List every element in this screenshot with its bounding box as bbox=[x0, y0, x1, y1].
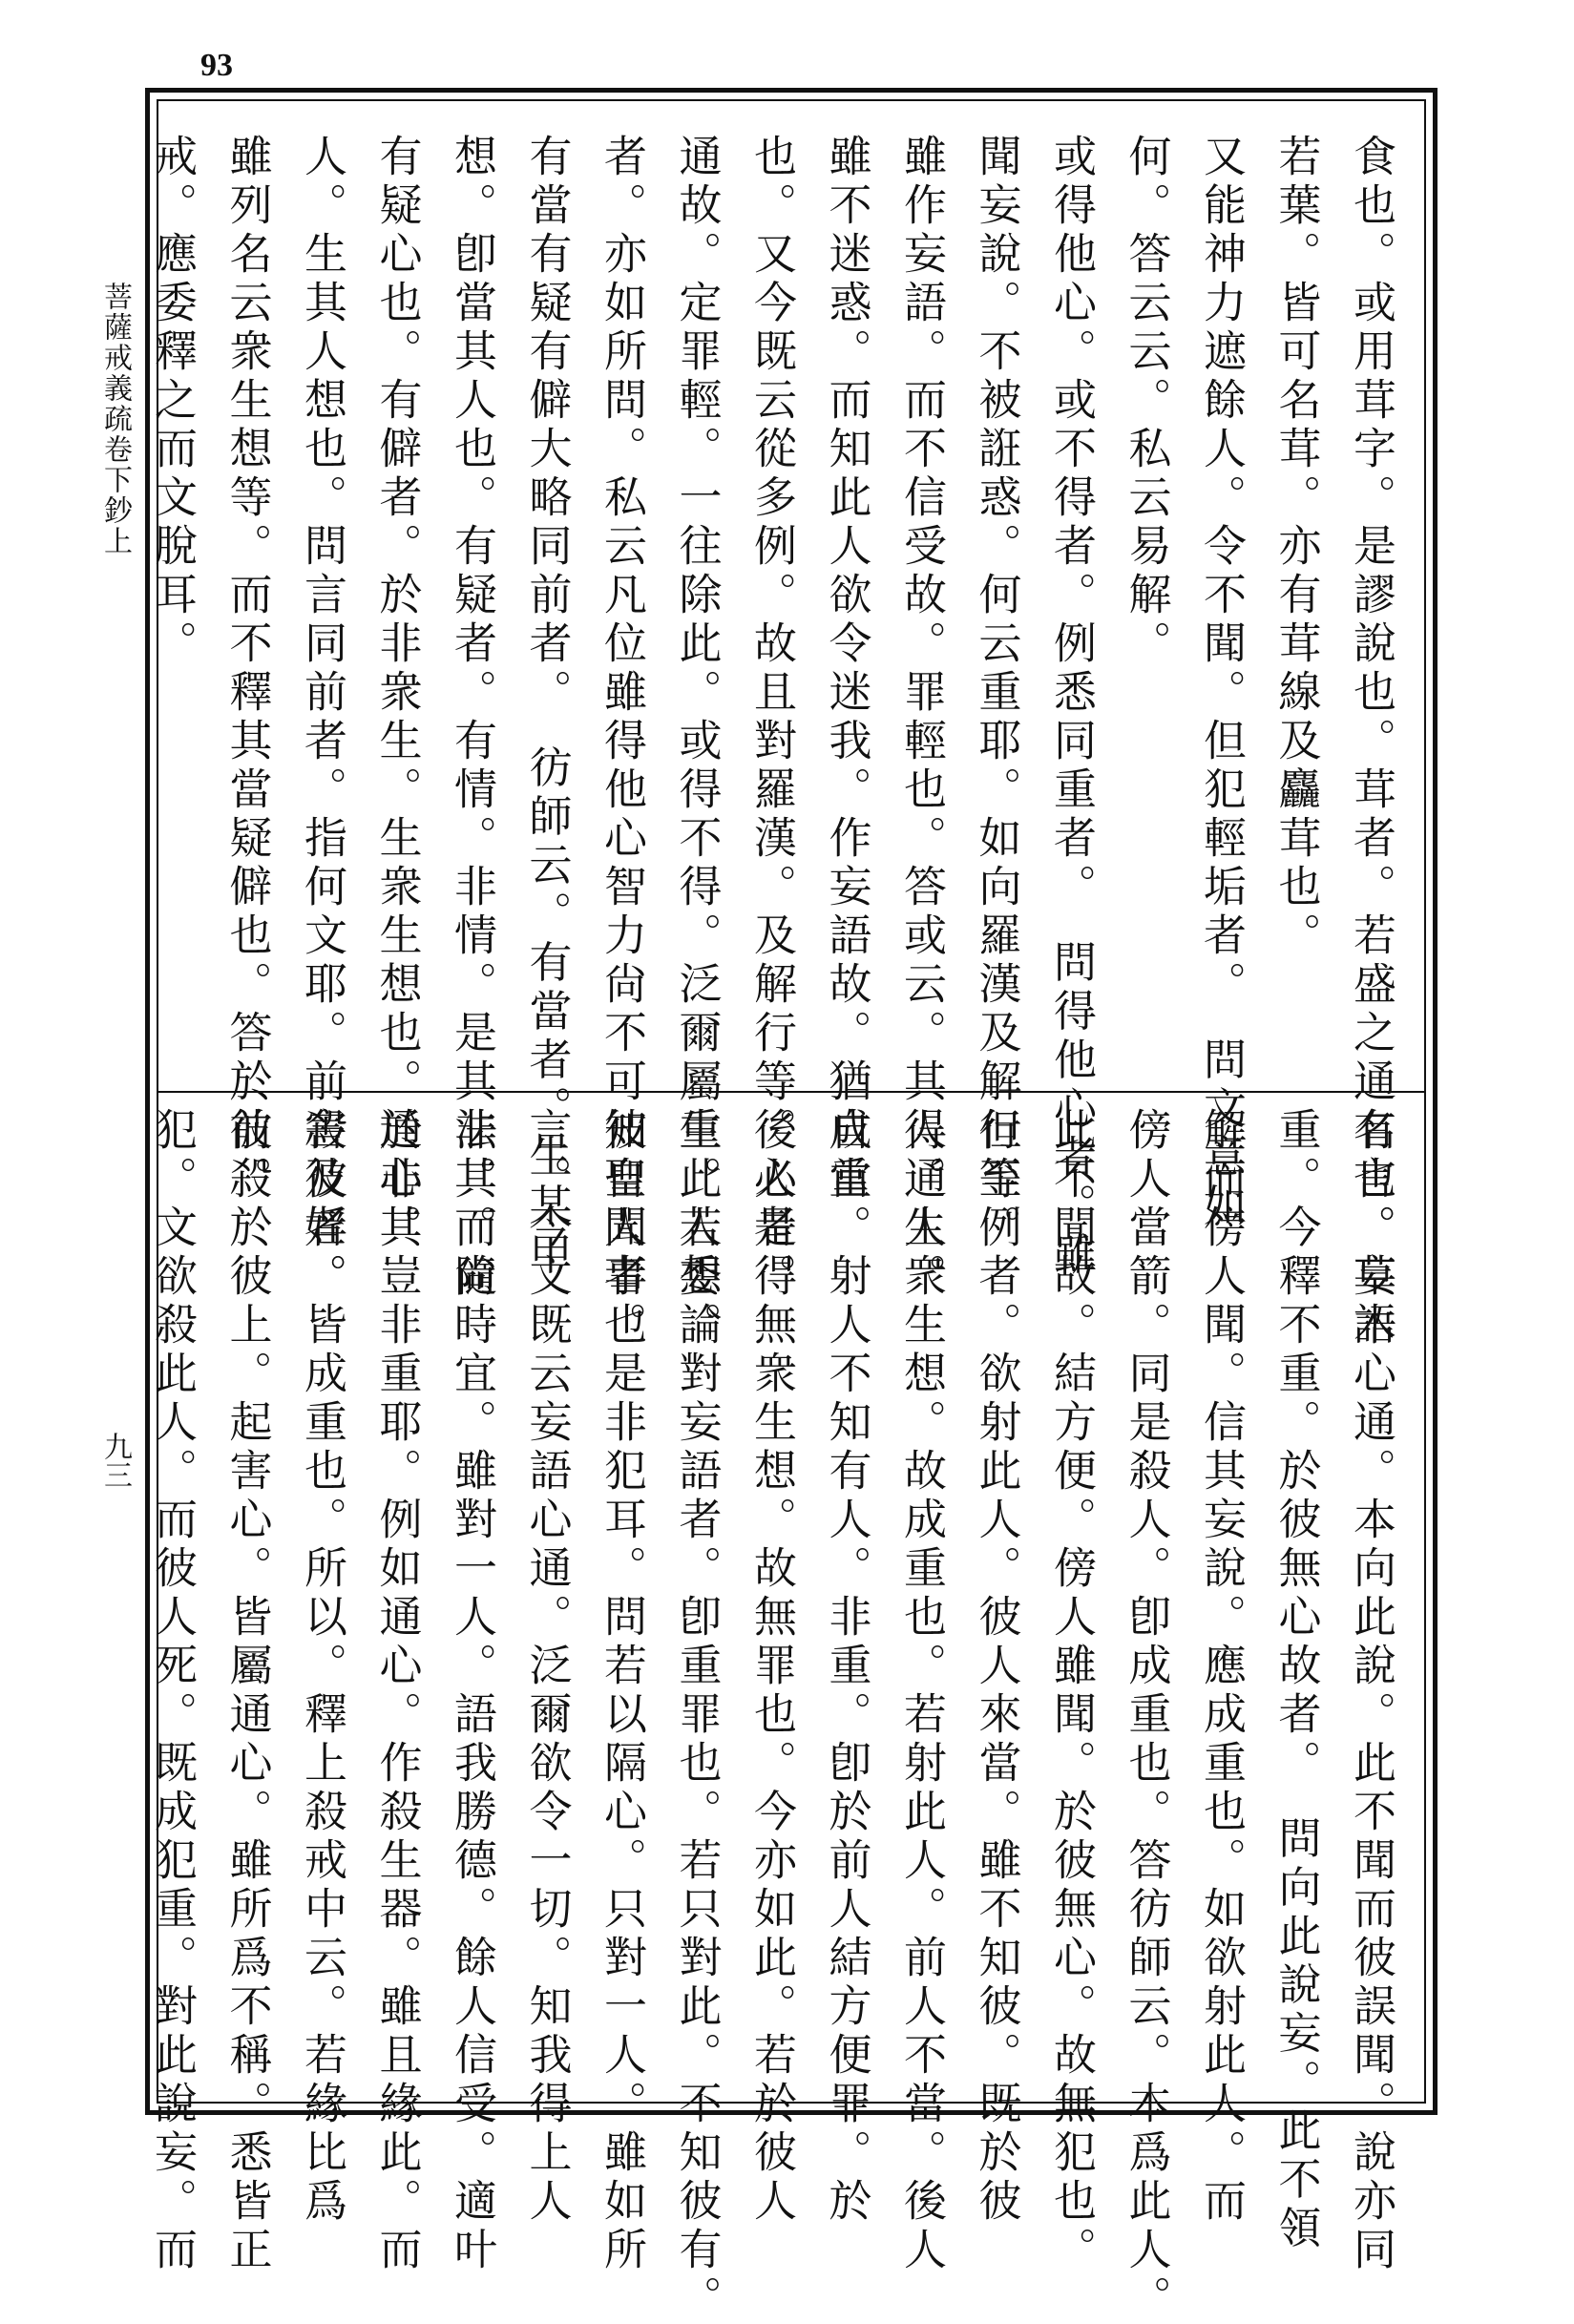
side-page-number: 九三 bbox=[98, 1432, 132, 1489]
text-column: 雖作妄語。而不信受故。罪輕也。答或云。其得通人。 bbox=[896, 134, 947, 1302]
text-column: 又能神力遮餘人。令不聞。但犯輕垢者。 問文意如 bbox=[1196, 134, 1247, 1232]
text-column: 但至例者。欲射此人。彼人來當。雖不知彼。既於彼 bbox=[971, 1107, 1022, 2227]
text-column: 彼。於彼上。起害心。皆屬通心。雖所爲不稱。悉皆正 bbox=[221, 1107, 273, 2275]
text-column: 人。生衆生想。故成重也。若射此人。前人不當。後人 bbox=[896, 1107, 947, 2275]
text-column: 若葉。皆可名茸。亦有茸線及麤茸也。 bbox=[1270, 134, 1322, 961]
text-column: 重。今釋不重。於彼無心故者。 問向此說妄。此不領 bbox=[1270, 1107, 1322, 2254]
text-column: 何。答云云。私云易解。 bbox=[1121, 134, 1172, 669]
text-column: 犯。文欲殺此人。而彼人死。既成犯重。對此說妄。而 bbox=[147, 1107, 198, 2275]
text-column: 此不聞故。結方便。傍人雖聞。於彼無心。故無犯也。 bbox=[1046, 1107, 1097, 2275]
text-column: 解而傍人聞。信其妄說。應成重也。如欲射此人。而 bbox=[1196, 1107, 1247, 2227]
text-column: 戒。應委釋之而文脫耳。 bbox=[147, 134, 198, 669]
text-column: 或得他心。或不得者。例悉同重者。 問得他心者。雖 bbox=[1046, 134, 1097, 1281]
text-column: 有當有疑有僻大略同前者。 彷師云。有當者。生某甲 bbox=[521, 134, 573, 1281]
page-number-top: 93 bbox=[200, 48, 233, 83]
upper-text-block bbox=[147, 134, 1408, 1350]
text-column: 自當。射人不知有人。非重。卽於前人結方便罪。於 bbox=[821, 1107, 872, 2227]
text-column: 生此人想。對妄語者。卽重罪也。若只對此。不知彼有。 bbox=[671, 1107, 723, 2324]
text-column: 雖列名云衆生想等。而不釋其當疑僻也。答於前殺 bbox=[221, 134, 273, 1204]
text-column: 法。而隨時宜。雖對一人。語我勝德。餘人信受。適叶 bbox=[447, 1107, 497, 2275]
text-column: 者。亦如所問。私云凡位雖得他心智力尙不可知聖人事也 bbox=[597, 134, 647, 1350]
text-column: 聞妄說。不被誑惑。何云重耶。如向羅漢及解行等。 bbox=[971, 134, 1022, 1253]
text-column: 言。今文既云妄語心通。泛爾欲令一切。知我得上人 bbox=[521, 1107, 573, 2227]
text-column: 想。卽當其人也。有疑者。有情。非情。是其非其。尙 bbox=[447, 134, 497, 1302]
text-column: 有言。妄語心通。本向此說。此不聞而彼誤聞。說亦同 bbox=[1346, 1107, 1396, 2275]
text-column: 傍人當箭。同是殺人。卽成重也。答彷師云。本爲此人。 bbox=[1121, 1107, 1172, 2324]
text-column: 通故。定罪輕。一往除此。或得不得。泛爾屬重。若委論 bbox=[671, 134, 723, 1350]
text-column: 彼自聞者。是非犯耳。問若以隔心。只對一人。雖如所 bbox=[597, 1107, 647, 2275]
lower-text-block bbox=[147, 1107, 1408, 2324]
text-column: 食也。或用茸字。是謬說也。茸者。若盛之通名也。草木 bbox=[1346, 134, 1396, 1350]
running-title: 菩薩戒義疏卷下鈔上 bbox=[98, 282, 132, 556]
text-column: 人。生其人想也。問言同前者。指何文耶。前殺及婬。 bbox=[297, 134, 347, 1302]
text-column: 通心。豈非重耶。例如通心。作殺生器。雖且緣此。而 bbox=[371, 1107, 423, 2275]
text-column: 有疑心也。有僻者。於非衆生。生衆生想也。於非其 bbox=[371, 134, 423, 1253]
text-column: 雖不迷惑。而知此人欲令迷我。作妄語故。猶成重 bbox=[821, 134, 872, 1204]
text-column: 害彼者。皆成重也。所以。釋上殺戒中云。若緣比爲 bbox=[297, 1107, 347, 2227]
text-column: 後人者。無衆生想。故無罪也。今亦如此。若於彼人 bbox=[746, 1107, 797, 2227]
text-column: 也。又今既云從多例。故且對羅漢。及解行等。必是得 bbox=[746, 134, 797, 1302]
